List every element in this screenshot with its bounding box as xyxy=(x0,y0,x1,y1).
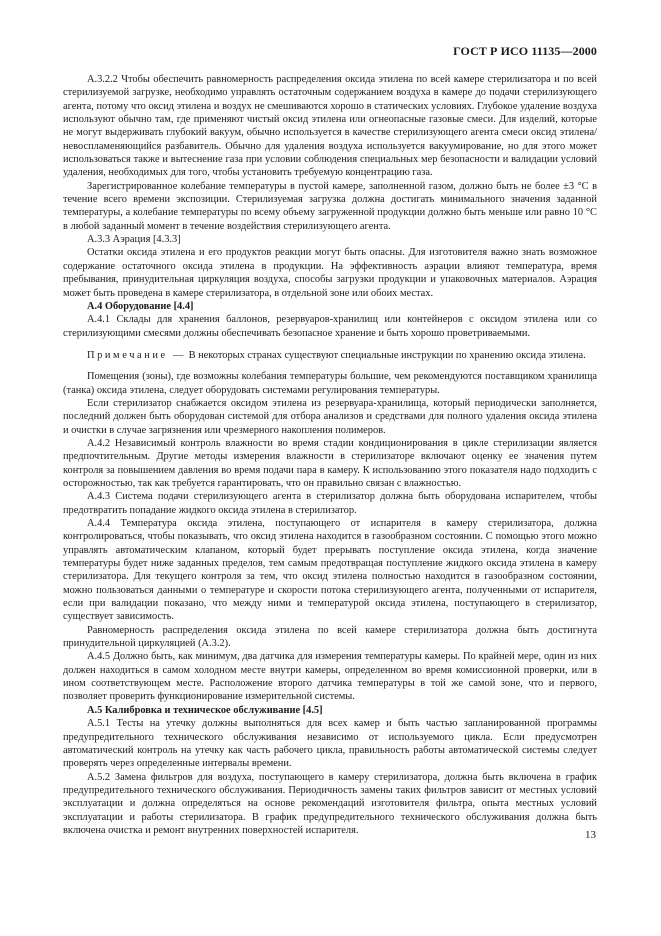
note-block xyxy=(63,349,597,362)
subheading-a33-aeration: А.3.3 Аэрация [4.3.3] xyxy=(87,234,181,246)
paragraph-a41-storage: А.4.1 Склады для хранения баллонов, резервуаров-хранилищ или контейнеров с оксидом этилена или со стерилизующими смесями должны обеспечивать безопасное хранение и быть хорошо проветриваемыми. xyxy=(63,314,597,339)
note-label: Примечание — xyxy=(87,349,186,361)
paragraph-temperature-variation: Зарегистрированное колебание температуры в пустой камере, заполненной газом, должно быть не более ±3 °С в течение всего времени экспозиции. Стерилизуемая загрузка должна достигать минимального значения заданной температуры, а колебание температуры по всему объему загруженной продукции должно быть меньше или равно 10 °С в любой заданный момент в течение воздействия стерилизующего агента. xyxy=(63,180,597,232)
paragraph-a44-temperature-control: А.4.4 Температура оксида этилена, поступающего от испарителя в камеру стерилизатора, должна контролироваться, чтобы показывать, что оксид этилена находится в газообразном состоянии. С помощью этого можно управлять автоматическим клапаном, который будет прерывать поступление оксида этилена, когда значение температуры будет ниже заданных пределов, тем самым предотвращая поступление жидкого оксида этилена в камеру стерилизатора. Для текущего контроля за тем, что оксид этилена полностью находится в газообразном состоянии, можно пользоваться данными о температуре и скорости потока стерилизующего агента, полученными от испарителя, если при валидации показано, что между ними и температурой оксида этилена, поступающего в стерилизатор, существует зависимость. xyxy=(63,518,597,623)
section-heading-a5-calibration: А.5 Калибровка и техническое обслуживание [4.5] xyxy=(87,704,323,716)
section-heading-a4-equipment: А.4 Оборудование [4.4] xyxy=(87,300,194,312)
standard-header: ГОСТ Р ИСО 11135—2000 xyxy=(453,44,597,58)
paragraph-a51-leak-tests: А.5.1 Тесты на утечку должны выполняться для всех камер и быть частью запланированной программы предупредительного технического обслуживания независимо от используемого цикла. Если предусмотрен автоматический контроль на утечку как часть рабочего цикла, правильность работы автоматической системы следует проверять через определенные интервалы времени. xyxy=(63,718,597,770)
paragraph-premises-temperature: Помещения (зоны), где возможны колебания температуры большие, чем рекомендуются поставщиком хранилища (танка) оксида этилена, следует оборудовать системами регулирования температуры. xyxy=(63,371,597,396)
page-body xyxy=(63,73,597,837)
paragraph-a322: А.3.2.2 Чтобы обеспечить равномерность распределения оксида этилена по всей камере стерилизатора и по всей стерилизуемой загрузке, необходимо управлять остаточным содержанием воздуха в камере до подачи стерилизующего агента, потому что оксид этилена и воздух не смешиваются хорошо в статических условиях. Глубокое удаление воздуха используют обычно там, где применяют чистый оксид этилена или огнеопасные газовые смеси. Для изделий, которые не могут выдерживать глубокий вакуум, обычно используется в качестве стерилизующего агента смеси оксид этилена/невоспламеняющийся разбавитель. Обычно для удаления воздуха используется вакуумирование, но для этого может использоваться также и вытеснение газа при условии соблюдения специальных мер безопасности и валидации условий удаления, необходимых для того, чтобы установить требуемую концентрацию газа. xyxy=(63,74,597,179)
paragraph-a42-humidity: А.4.2 Независимый контроль влажности во время стадии кондиционирования в цикле стерилизации является предпочтительным. Другие методы измерения влажности в стерилизаторе включают оценку ее значения путем контроля за повышением давления во время подачи пара в камеру. К использованию этого показателя надо подходить с осторожностью, так как требуется гарантировать, что он правильно связан с влажностью. xyxy=(63,437,597,489)
paragraph-reservoir-supply: Если стерилизатор снабжается оксидом этилена из резервуара-хранилища, который периодически заполняется, последний должен быть оборудован системой для отбора анализов и средствами для полного удаления оксида этилена и очистки в случае загрязнения или чрезмерного накопления полимеров. xyxy=(63,397,597,436)
paragraph-a45-sensors: А.4.5 Должно быть, как минимум, два датчика для измерения температуры камеры. По крайней мере, один из них должен находиться в самом холодном месте внутри камеры, определенном во время комиссионной проверки, или в ином соответствующем месте. Расположение второго датчика температуры в той же самой зоне, что и первого, позволяет проверить функционирование измерительной системы. xyxy=(63,651,597,703)
paragraph-a52-filters: А.5.2 Замена фильтров для воздуха, поступающего в камеру стерилизатора, должна быть включена в график предупредительного технического обслуживания. Периодичность замены таких фильтров зависит от местных условий эксплуатации и должна определяться на основе рекомендаций изготовителя фильтра, опыта местных условий эксплуатации и работы стерилизатора. В график предупредительного технического обслуживания должна быть включена очистка и ремонт внутренних поверхностей испарителя. xyxy=(63,771,597,836)
paragraph-a43-vaporizer: А.4.3 Система подачи стерилизующего агента в стерилизатор должна быть оборудована испарителем, чтобы предотвратить попадание жидкого оксида этилена в стерилизатор. xyxy=(63,491,597,516)
paragraph-uniform-distribution: Равномерность распределения оксида этилена по всей камере стерилизатора должна быть достигнута принудительной циркуляцией (А.3.2). xyxy=(63,624,597,650)
page-number: 13 xyxy=(585,829,596,841)
paragraph-aeration-residues: Остатки оксида этилена и его продуктов реакции могут быть опасны. Для изготовителя важно знать возможное содержание остаточного оксида этилена в продукции. На эффективность аэрации влияют температура, время пребывания, принудительная циркуляция воздуха, способы загрузки продукции и упаковочных материалов. Аэрация может быть проведена в камере стерилизатора, в отдельной зоне или обоих местах. xyxy=(63,247,597,299)
note-text: В некоторых странах существуют специальные инструкции по хранению оксида этилена. xyxy=(188,349,586,361)
